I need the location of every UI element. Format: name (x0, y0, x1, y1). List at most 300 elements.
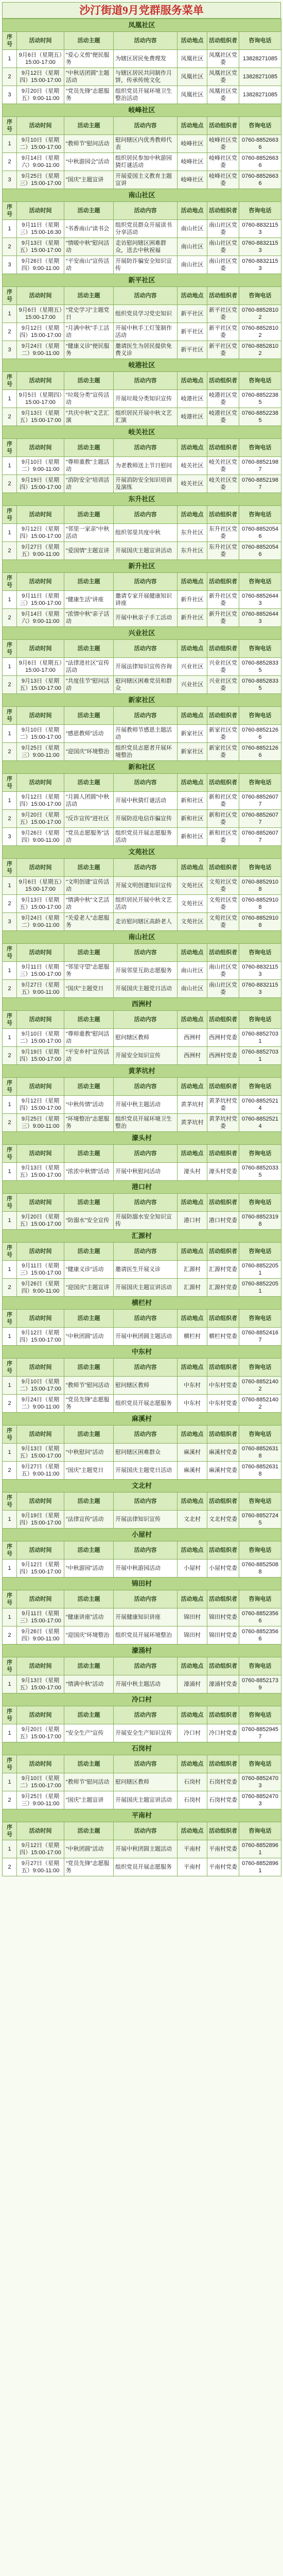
community-header-row (3, 19, 281, 32)
time-cell: 9月11日（星期三）15:00-16:30 (17, 220, 64, 238)
time-cell: 9月5日（星期四）15:00-17:00 (17, 390, 64, 408)
column-header: 序号 (3, 439, 17, 457)
column-header-row (3, 1194, 281, 1212)
seq-cell: 1 (3, 305, 17, 323)
community-name: 石岗村 (3, 1742, 281, 1755)
table-row (3, 542, 281, 560)
seq-cell: 2 (3, 980, 17, 998)
table-row (3, 256, 281, 274)
column-header: 活动时间 (17, 1657, 64, 1675)
column-header: 活动组织者 (207, 1145, 239, 1163)
content-cell: 开展防溺水安全知识宣传 (114, 1212, 178, 1230)
column-header: 活动组织者 (207, 202, 239, 220)
organizer-cell: 新和社区党委 (207, 828, 239, 846)
phone-cell: 0760-88528102 (239, 341, 281, 359)
content-cell: 为老教师送上节日慰问 (114, 457, 178, 475)
time-cell: 9月6日（星期五）15:00-17:00 (17, 877, 64, 895)
seq-cell: 1 (3, 725, 17, 743)
phone-cell: 0760-88521402 (239, 1395, 281, 1413)
content-cell: 组织党员开展环境卫生整治 (114, 1114, 178, 1132)
theme-cell: “中秋游园会”活动 (64, 153, 114, 171)
time-cell: 9月24日（星期二）9:00-11:00 (17, 913, 64, 931)
place-cell: 文苑社区 (178, 913, 207, 931)
menu-sheet (2, 0, 281, 1876)
organizer-cell: 东升社区党委 (207, 524, 239, 542)
phone-cell: 0760-88529108 (239, 877, 281, 895)
column-header: 活动组织者 (207, 1426, 239, 1444)
seq-cell: 2 (3, 1114, 17, 1132)
time-cell: 9月11日（星期三）15:00-17:00 (17, 962, 64, 980)
content-cell: 开展中秋主题活动 (114, 1675, 178, 1693)
content-cell: 邀请专家开展健康知识讲座 (114, 591, 178, 609)
theme-cell: “尊师重教”主题活动 (64, 457, 114, 475)
column-header: 活动时间 (17, 506, 64, 524)
content-cell: 开展文明创建知识宣传 (114, 877, 178, 895)
table-row (3, 475, 281, 493)
content-cell: 组织居民开展中秋文艺汇演 (114, 408, 178, 426)
phone-cell: 0760-88521739 (239, 1675, 281, 1693)
table-row (3, 1377, 281, 1395)
community-header-row (3, 1346, 281, 1359)
table-row (3, 895, 281, 913)
community-header-row (3, 1181, 281, 1194)
column-header-row (3, 1243, 281, 1261)
column-header: 序号 (3, 1243, 17, 1261)
time-cell: 9月13日（星期五）15:00-17:00 (17, 895, 64, 913)
seq-cell: 1 (3, 220, 17, 238)
community-header-row (3, 931, 281, 944)
organizer-cell: 南山社区党委 (207, 962, 239, 980)
theme-cell: “国庆”主题党日 (64, 1462, 114, 1480)
place-cell: 东升社区 (178, 542, 207, 560)
theme-cell: “消防安全”培训活动 (64, 475, 114, 493)
column-header: 活动内容 (114, 1243, 178, 1261)
table-row (3, 86, 281, 104)
place-cell: 新升社区 (178, 609, 207, 627)
time-cell: 9月12日（星期四）15:00-17:00 (17, 524, 64, 542)
column-header: 序号 (3, 372, 17, 390)
column-header: 活动组织者 (207, 1243, 239, 1261)
table-row (3, 725, 281, 743)
column-header-row (3, 287, 281, 305)
table-row (3, 676, 281, 694)
phone-cell: 0760-88522051 (239, 1279, 281, 1297)
organizer-cell: 文苑社区党委 (207, 913, 239, 931)
time-cell: 9月6日（星期五）15:00-17:00 (17, 658, 64, 676)
time-cell: 9月27日（星期五）9:00-11:00 (17, 1858, 64, 1876)
community-header-row (3, 761, 281, 774)
place-cell: 文北村 (178, 1511, 207, 1529)
content-cell: 开展健康知识讲座 (114, 1608, 178, 1626)
column-header: 活动组织者 (207, 859, 239, 877)
organizer-cell: 文苑社区党委 (207, 877, 239, 895)
phone-cell: 0760-88520546 (239, 542, 281, 560)
table-row (3, 238, 281, 256)
column-header: 活动组织者 (207, 1822, 239, 1840)
community-name: 新和社区 (3, 761, 281, 774)
organizer-cell: 石岗村党委 (207, 1791, 239, 1809)
theme-cell: “安全生产”宣传 (64, 1724, 114, 1742)
theme-cell: “法律进社区”宣传活动 (64, 658, 114, 676)
place-cell: 黄茅坑村 (178, 1114, 207, 1132)
seq-cell: 1 (3, 390, 17, 408)
column-header-row (3, 1822, 281, 1840)
place-cell: 新平社区 (178, 341, 207, 359)
phone-cell: 0760-88528961 (239, 1858, 281, 1876)
theme-cell: “中秋团圆”活动 (64, 1328, 114, 1346)
content-cell: 开展安全生产知识宣传 (114, 1724, 178, 1742)
table-row (3, 792, 281, 810)
column-header: 活动主题 (64, 439, 114, 457)
seq-cell: 1 (3, 877, 17, 895)
table-row (3, 913, 281, 931)
content-cell: 开展国庆主题宣讲活动 (114, 1279, 178, 1297)
content-cell: 慰问辖区内优秀教师代表 (114, 135, 178, 153)
community-header-row (3, 1230, 281, 1243)
seq-cell: 1 (3, 457, 17, 475)
seq-cell: 1 (3, 1029, 17, 1047)
organizer-cell: 濠涌村党委 (207, 1675, 239, 1693)
seq-cell: 2 (3, 1047, 17, 1065)
organizer-cell: 南山社区党委 (207, 980, 239, 998)
column-header: 活动时间 (17, 439, 64, 457)
time-cell: 9月12日（星期四）15:00-17:00 (17, 1096, 64, 1114)
phone-cell: 0760-88521266 (239, 743, 281, 761)
place-cell: 岐峰社区 (178, 135, 207, 153)
content-cell: 开展中秋团圆主题活动 (114, 1328, 178, 1346)
column-header: 活动组织者 (207, 774, 239, 792)
column-header: 活动时间 (17, 1243, 64, 1261)
table-row (3, 220, 281, 238)
seq-cell: 2 (3, 676, 17, 694)
column-header: 活动组织者 (207, 439, 239, 457)
column-header: 活动时间 (17, 1359, 64, 1377)
place-cell: 汇源村 (178, 1261, 207, 1279)
column-header: 活动内容 (114, 573, 178, 591)
theme-cell: “尊师重教”慰问活动 (64, 1029, 114, 1047)
column-header: 咨询电话 (239, 1310, 281, 1328)
column-header: 活动主题 (64, 1657, 114, 1675)
column-header: 活动地点 (178, 774, 207, 792)
community-name: 濠头村 (3, 1132, 281, 1145)
time-cell: 9月27日（星期五）9:00-11:00 (17, 542, 64, 560)
phone-cell: 0760-88527031 (239, 1029, 281, 1047)
column-header: 活动地点 (178, 1194, 207, 1212)
phone-cell: 0760-88528335 (239, 676, 281, 694)
content-cell: 邀请医生为居民提供免费义诊 (114, 341, 178, 359)
page-title: 沙汀街道9月党群服务菜单 (2, 2, 281, 19)
content-cell: 慰问辖区困难群众 (114, 1444, 178, 1462)
community-name: 汇源村 (3, 1230, 281, 1243)
content-cell: 组织党员开展志愿服务活动 (114, 828, 178, 846)
theme-cell: “感恩教师”活动 (64, 725, 114, 743)
phone-cell: 0760-88525088 (239, 1560, 281, 1578)
community-name: 黄茅坑村 (3, 1065, 281, 1078)
seq-cell: 3 (3, 256, 17, 274)
column-header: 咨询电话 (239, 1657, 281, 1675)
organizer-cell: 南山社区党委 (207, 256, 239, 274)
phone-cell: 0760-88524703 (239, 1791, 281, 1809)
column-header: 活动主题 (64, 944, 114, 962)
place-cell: 兴业社区 (178, 658, 207, 676)
organizer-cell: 锦田村党委 (207, 1608, 239, 1626)
column-header: 咨询电话 (239, 32, 281, 50)
content-cell: 组织党员学习党史知识 (114, 305, 178, 323)
community-header-row (3, 104, 281, 117)
community-name: 小屋村 (3, 1529, 281, 1541)
column-header: 活动内容 (114, 1426, 178, 1444)
organizer-cell: 濠头村党委 (207, 1163, 239, 1181)
column-header: 活动组织者 (207, 1359, 239, 1377)
seq-cell: 1 (3, 1212, 17, 1230)
organizer-cell: 西洲村党委 (207, 1047, 239, 1065)
organizer-cell: 西洲村党委 (207, 1029, 239, 1047)
place-cell: 冷口村 (178, 1724, 207, 1742)
phone-cell: 0760-88523566 (239, 1608, 281, 1626)
place-cell: 凤凰社区 (178, 50, 207, 68)
table-row (3, 1212, 281, 1230)
place-cell: 新和社区 (178, 810, 207, 828)
column-header: 活动组织者 (207, 1706, 239, 1724)
seq-cell: 3 (3, 341, 17, 359)
theme-cell: “反诈宣传”进社区 (64, 810, 114, 828)
theme-cell: “国庆”主题宣讲 (64, 1791, 114, 1809)
column-header-row (3, 372, 281, 390)
column-header: 活动时间 (17, 1706, 64, 1724)
seq-cell: 3 (3, 171, 17, 189)
organizer-cell: 文北村党委 (207, 1511, 239, 1529)
table-row (3, 1444, 281, 1462)
place-cell: 东升社区 (178, 524, 207, 542)
column-header: 活动内容 (114, 1657, 178, 1675)
time-cell: 9月26日（星期四）9:00-11:00 (17, 256, 64, 274)
column-header: 咨询电话 (239, 372, 281, 390)
table-row (3, 658, 281, 676)
organizer-cell: 凤凰社区党委 (207, 50, 239, 68)
community-header-row (3, 1480, 281, 1493)
column-header-row (3, 944, 281, 962)
time-cell: 9月13日（星期五）15:00-17:00 (17, 676, 64, 694)
organizer-cell: 南山社区党委 (207, 238, 239, 256)
time-cell: 9月12日（星期四）15:00-17:00 (17, 68, 64, 86)
column-header: 咨询电话 (239, 117, 281, 135)
column-header-row (3, 1541, 281, 1560)
place-cell: 岐港社区 (178, 390, 207, 408)
time-cell: 9月6日（星期五）15:00-17:00 (17, 50, 64, 68)
place-cell: 新平社区 (178, 305, 207, 323)
place-cell: 凤凰社区 (178, 86, 207, 104)
column-header: 咨询电话 (239, 774, 281, 792)
seq-cell: 1 (3, 658, 17, 676)
seq-cell: 1 (3, 1560, 17, 1578)
community-header-row (3, 426, 281, 439)
content-cell: 开展中秋亲子手工活动 (114, 609, 178, 627)
organizer-cell: 石岗村党委 (207, 1773, 239, 1791)
community-header-row (3, 359, 281, 372)
seq-cell: 2 (3, 743, 17, 761)
column-header: 序号 (3, 573, 17, 591)
community-name: 南山社区 (3, 931, 281, 944)
phone-cell: 0760-88527245 (239, 1511, 281, 1529)
organizer-cell: 平南村党委 (207, 1840, 239, 1858)
seq-cell: 1 (3, 524, 17, 542)
column-header: 活动主题 (64, 1243, 114, 1261)
seq-cell: 1 (3, 962, 17, 980)
column-header: 活动时间 (17, 287, 64, 305)
community-header-row (3, 1413, 281, 1426)
column-header: 序号 (3, 1194, 17, 1212)
place-cell: 岐关社区 (178, 475, 207, 493)
column-header: 活动时间 (17, 1011, 64, 1029)
organizer-cell: 新平社区党委 (207, 305, 239, 323)
column-header: 活动主题 (64, 1493, 114, 1511)
seq-cell: 1 (3, 1608, 17, 1626)
column-header-row (3, 1426, 281, 1444)
column-header: 活动组织者 (207, 1011, 239, 1029)
theme-cell: “关爱老人”志愿服务 (64, 913, 114, 931)
column-header: 活动内容 (114, 439, 178, 457)
table-row (3, 828, 281, 846)
theme-cell: “迎国庆”环境整治 (64, 743, 114, 761)
column-header: 活动组织者 (207, 1590, 239, 1608)
column-header: 活动时间 (17, 1822, 64, 1840)
column-header: 活动时间 (17, 944, 64, 962)
column-header: 咨询电话 (239, 202, 281, 220)
service-menu-table (2, 19, 281, 1876)
seq-cell: 2 (3, 810, 17, 828)
time-cell: 9月25日（星期三）9:00-11:00 (17, 743, 64, 761)
theme-cell: “中秋团圆”活动 (64, 1840, 114, 1858)
organizer-cell: 平南村党委 (207, 1858, 239, 1876)
column-header: 序号 (3, 1590, 17, 1608)
organizer-cell: 兴业社区党委 (207, 676, 239, 694)
column-header: 活动时间 (17, 32, 64, 50)
organizer-cell: 新平社区党委 (207, 341, 239, 359)
content-cell: 开展消防安全知识培训及演练 (114, 475, 178, 493)
seq-cell: 1 (3, 1444, 17, 1462)
place-cell: 濠涌村 (178, 1675, 207, 1693)
column-header: 活动内容 (114, 1194, 178, 1212)
phone-cell: 0760-88526636 (239, 171, 281, 189)
column-header: 序号 (3, 1426, 17, 1444)
content-cell: 组织党员群众开展读书分享活动 (114, 220, 178, 238)
community-header-row (3, 1693, 281, 1706)
organizer-cell: 岐关社区党委 (207, 457, 239, 475)
column-header: 活动主题 (64, 1194, 114, 1212)
phone-cell: 0760-88523566 (239, 1626, 281, 1645)
seq-cell: 1 (3, 1773, 17, 1791)
phone-cell: 0760-88522385 (239, 390, 281, 408)
column-header: 活动内容 (114, 944, 178, 962)
place-cell: 西洲村 (178, 1029, 207, 1047)
place-cell: 麻溪村 (178, 1444, 207, 1462)
time-cell: 9月25日（星期三）15:00-17:00 (17, 171, 64, 189)
phone-cell: 13828271085 (239, 86, 281, 104)
column-header: 活动主题 (64, 1541, 114, 1560)
content-cell: 开展防范电信诈骗宣传 (114, 810, 178, 828)
column-header: 活动地点 (178, 859, 207, 877)
seq-cell: 2 (3, 1626, 17, 1645)
column-header: 活动内容 (114, 774, 178, 792)
column-header: 活动时间 (17, 202, 64, 220)
table-row (3, 1791, 281, 1809)
column-header: 活动地点 (178, 1657, 207, 1675)
column-header: 活动主题 (64, 117, 114, 135)
phone-cell: 0760-88524703 (239, 1773, 281, 1791)
phone-cell: 0760-88526077 (239, 810, 281, 828)
theme-cell: “共度佳节”慰问活动 (64, 676, 114, 694)
time-cell: 9月25日（星期三）9:00-11:00 (17, 1114, 64, 1132)
content-cell: 走访慰问辖区困难群众，送去中秋祝福 (114, 238, 178, 256)
place-cell: 小屋村 (178, 1560, 207, 1578)
community-name: 东升社区 (3, 493, 281, 506)
time-cell: 9月11日（星期三）15:00-17:00 (17, 1261, 64, 1279)
phone-cell: 0760-88321153 (239, 220, 281, 238)
organizer-cell: 岐峰社区党委 (207, 171, 239, 189)
table-row (3, 591, 281, 609)
content-cell: 慰问辖区困难党员和群众 (114, 676, 178, 694)
community-header-row (3, 274, 281, 287)
content-cell: 开展邻里互助志愿服务 (114, 962, 178, 980)
time-cell: 9月26日（星期四）9:00-11:00 (17, 1626, 64, 1645)
content-cell: 开展中秋手工灯笼制作活动 (114, 323, 178, 341)
seq-cell: 1 (3, 1328, 17, 1346)
organizer-cell: 岐峰社区党委 (207, 153, 239, 171)
phone-cell: 0760-88529108 (239, 895, 281, 913)
column-header-row (3, 859, 281, 877)
community-header-row (3, 189, 281, 202)
column-header: 活动地点 (178, 707, 207, 725)
time-cell: 9月10日（星期二）15:00-17:00 (17, 1377, 64, 1395)
place-cell: 黄茅坑村 (178, 1096, 207, 1114)
table-row (3, 50, 281, 68)
column-header: 活动地点 (178, 1426, 207, 1444)
theme-cell: “国庆”主题宣讲 (64, 171, 114, 189)
column-header: 咨询电话 (239, 1243, 281, 1261)
seq-cell: 1 (3, 1675, 17, 1693)
content-cell: 开展垃圾分类知识宣传 (114, 390, 178, 408)
seq-cell: 1 (3, 1163, 17, 1181)
seq-cell: 2 (3, 542, 17, 560)
seq-cell: 2 (3, 609, 17, 627)
place-cell: 岐峰社区 (178, 171, 207, 189)
table-row (3, 323, 281, 341)
seq-cell: 1 (3, 50, 17, 68)
place-cell: 平南村 (178, 1840, 207, 1858)
place-cell: 兴业社区 (178, 676, 207, 694)
column-header: 咨询电话 (239, 1011, 281, 1029)
place-cell: 西洲村 (178, 1047, 207, 1065)
time-cell: 9月11日（星期三）15:00-17:00 (17, 591, 64, 609)
time-cell: 9月12日（星期四）15:00-17:00 (17, 1560, 64, 1578)
time-cell: 9月10日（星期二）15:00-17:00 (17, 1773, 64, 1791)
column-header: 活动组织者 (207, 1310, 239, 1328)
organizer-cell: 锦田村党委 (207, 1626, 239, 1645)
column-header: 活动组织者 (207, 372, 239, 390)
time-cell: 9月19日（星期四）15:00-17:00 (17, 1047, 64, 1065)
community-name: 锦田村 (3, 1578, 281, 1590)
table-row (3, 68, 281, 86)
place-cell: 南山社区 (178, 980, 207, 998)
theme-cell: “党员先锋”志愿服务 (64, 86, 114, 104)
column-header: 咨询电话 (239, 439, 281, 457)
column-header: 活动地点 (178, 1310, 207, 1328)
column-header: 活动主题 (64, 1145, 114, 1163)
theme-cell: “健康义诊”便民服务 (64, 341, 114, 359)
column-header: 活动主题 (64, 640, 114, 658)
phone-cell: 0760-88521402 (239, 1377, 281, 1395)
column-header: 活动内容 (114, 287, 178, 305)
